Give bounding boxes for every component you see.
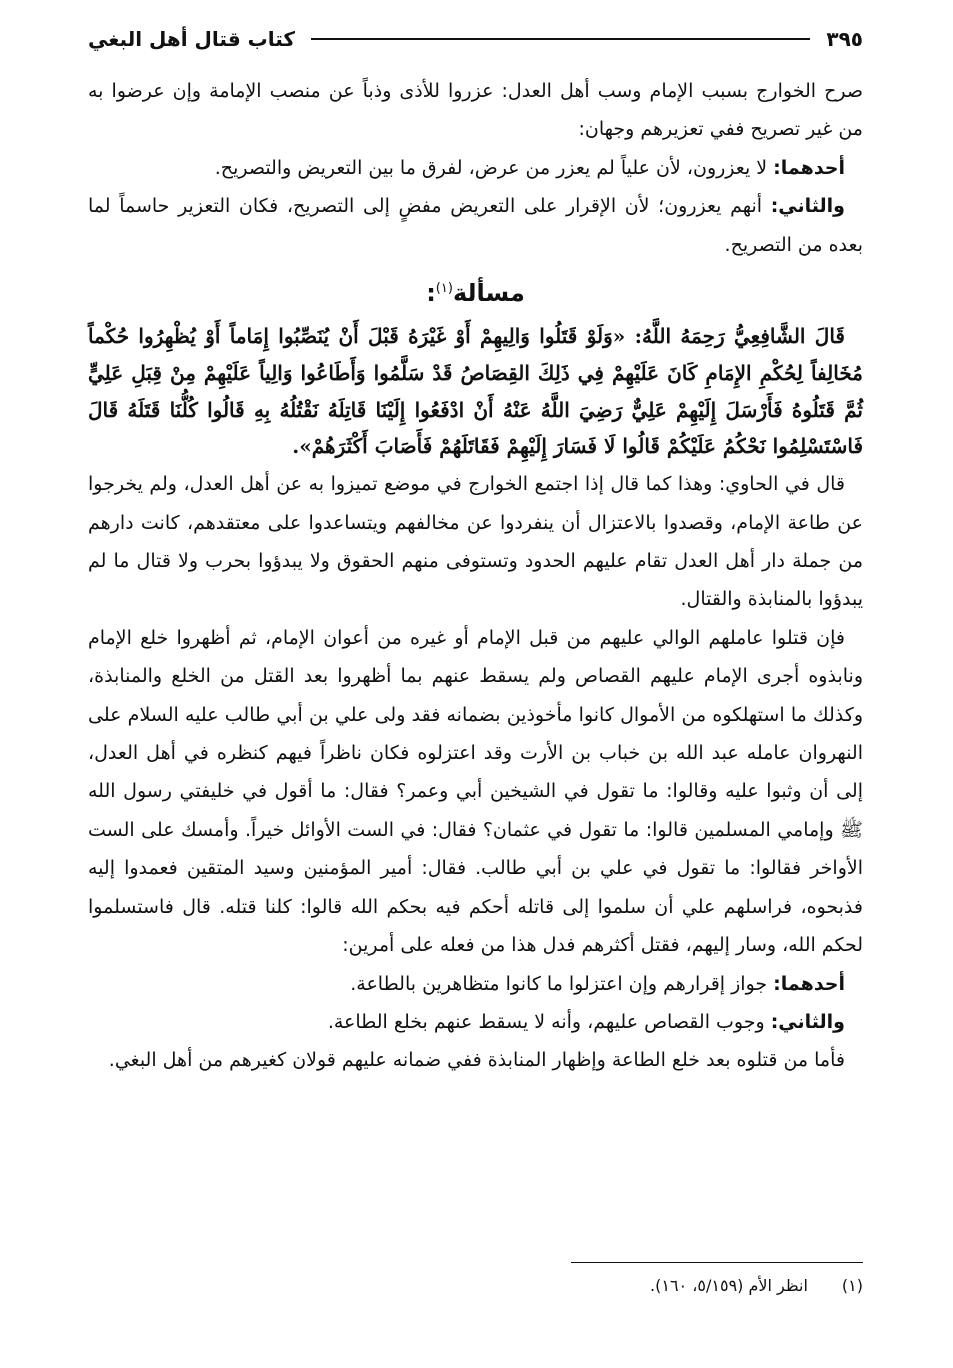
book-page — [88, 22, 863, 1080]
paragraph-second-opinion — [88, 187, 863, 264]
page-body — [88, 72, 863, 1080]
paragraph-first-opinion — [88, 149, 863, 187]
footnote — [88, 1273, 863, 1299]
section-heading — [88, 264, 863, 318]
paragraph-qatalu: فإن قتلوا عاملهم الوالي عليهم من قبل الإمام أو غيره من أعوان الإمام، ثم أظهروا خلع الإمام ونابذوه أجرى الإمام عليهم القصاص ولم يسقط عنهم بما أظهروا بعد القتل من الخلع والمنابذة، وكذلك ما استهلكوه من الأموال كانوا مأخوذين بضمانه فقد ولى علي بن أبي طالب عليه السلام على النهروان عامله عبد الله بن خباب بن الأرت وقد اعتزلوه فكان ناظراً فيهم كنظره في أهل العدل، إلى أن وثبوا عليه وقالوا: ما تقول في الشيخين أبي وعمر؟ فقال: ما أقول في خليفتي رسول الله ﷺ وإمامي المسلمين قالوا: ما تقول في عثمان؟ فقال: في الست الأوائل خيراً. وأمسك على الست الأواخر فقالوا: ما تقول في علي بن أبي طالب. فقال: أمير المؤمنين وسيد المتقين فعمدوا إليه فذبحوه، فراسلهم علي أن سلموا إلى قاتله أحكم فيه بحكم الله قالوا: كلنا قتله. قال فاستسلموا لحكم الله، وسار إليهم، فقتل أكثرهم فدل هذا من فعله على أمرين: — [88, 626, 863, 957]
section-heading-colon: : — [426, 279, 436, 308]
footnote-marker: (١) — [841, 1276, 863, 1295]
first-opinion-text: لا يعزرون، لأن علياً لم يعزر من عرض، لفرق ما بين التعريض والتصريح. — [214, 156, 774, 179]
footnote-reference: (١) — [435, 281, 453, 297]
shafii-quote: قَالَ الشَّافِعِيُّ رَحِمَهُ اللَّهُ: «وَلَوْ قَتَلُوا وَالِيهِمْ أَوْ غَيْرَهُ قَبْلَ أَنْ يُنَصِّبُوا إِمَاماً أَوْ يُظْهِرُوا حُكْماً مُخَالِفاً لِحُكْمِ الإِمَامِ كَانَ عَلَيْهِمْ فِي ذَلِكَ القِصَاصُ قَدْ سَلَّمُوا وَأَطَاعُوا وَالِياً عَلَيْهِمْ مِنْ قِبَلِ عَلِيٍّ ثُمَّ قَتَلُوهُ فَأَرْسَلَ إِلَيْهِمْ عَلِيٌّ رَضِيَ اللَّهُ عَنْهُ أَنْ ادْفَعُوا إِلَيْنَا قَاتِلَهُ نَقْتُلُهُ بِهِ قَالُوا كُلُّنَا قَتَلَهُ قَالَ فَاسْتَسْلِمُوا نَحْكُمُ عَلَيْكُمْ قَالُوا لَا فَسَارَ إِلَيْهِمْ فَقَاتَلَهُمْ فَأَصَابَ أَكْثَرَهُمْ». — [88, 324, 863, 459]
second-opinion-text: أنهم يعزرون؛ لأن الإقرار على التعريض مفضٍ إلى التصريح، فكان التعزير حاسماً لما بعده من التصريح. — [88, 195, 863, 256]
first-opinion-label: أحدهما: — [773, 156, 845, 179]
second-opinion-label: والثاني: — [770, 195, 845, 218]
paragraph-first-matter — [88, 965, 863, 1003]
section-heading-text: مسألة — [452, 279, 525, 308]
page-header — [88, 22, 863, 56]
second-matter-label: والثاني: — [770, 1010, 845, 1033]
footnote-text: انظر الأم (٥/١٥٩، ١٦٠). — [650, 1276, 808, 1295]
running-title: كتاب قتال أهل البغي — [88, 27, 296, 51]
header-rule — [311, 38, 810, 40]
footnote-rule — [571, 1262, 863, 1263]
paragraph-hawi: قال في الحاوي: وهذا كما قال إذا اجتمع الخوارج في موضع تميزوا به عن أهل العدل، ولم يخرجوا عن طاعة الإمام، وقصدوا بالاعتزال أن ينفردوا عن مخالفهم ويتساعدوا على معتقدهم، كانت دارهم من جملة دار أهل العدل تقام عليهم الحدود وتستوفى منهم الحقوق ولا يبدؤوا بحرب ولا قتال ما لم يبدؤوا بالمنابذة والقتال. — [88, 473, 863, 611]
paragraph-second-matter — [88, 1003, 863, 1041]
footnotes-area — [88, 1262, 863, 1299]
paragraph-closing: فأما من قتلوه بعد خلع الطاعة وإظهار المنابذة ففي ضمانه عليهم قولان كغيرهم من أهل البغي. — [108, 1049, 845, 1072]
page-number: ٣٩٥ — [826, 27, 863, 51]
first-matter-text: جواز إقرارهم وإن اعتزلوا ما كانوا متظاهرين بالطاعة. — [350, 972, 774, 995]
paragraph-1: صرح الخوارج بسبب الإمام وسب أهل العدل: عزروا للأذى وذباً عن منصب الإمامة وإن عرضوا به من غير تصريح ففي تعزيرهم وجهان: — [88, 80, 863, 141]
second-matter-text: وجوب القصاص عليهم، وأنه لا يسقط عنهم بخلع الطاعة. — [327, 1010, 771, 1033]
first-matter-label: أحدهما: — [773, 972, 845, 995]
